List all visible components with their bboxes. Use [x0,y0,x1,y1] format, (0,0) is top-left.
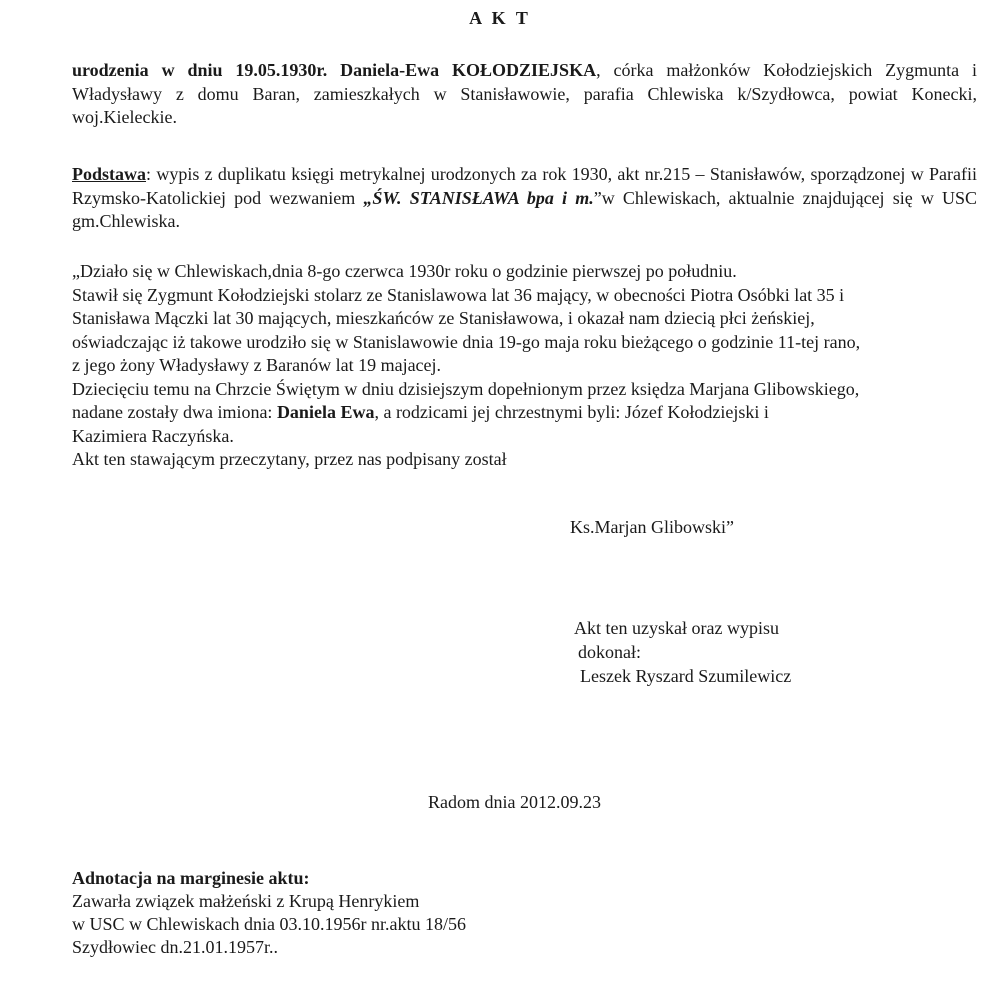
registrar-name: Leszek Ryszard Szumilewicz [580,666,792,686]
annotation-line: Szydłowiec dn.21.01.1957r.. [72,937,278,957]
annotation-line: Zawarła związek małżeński z Krupą Henrykiem [72,891,420,911]
parish-name: „ŚW. STANISŁAWA bpa i m. [363,187,594,208]
basis-label: Podstawa [72,164,147,184]
record-line: „Działo się w Chlewiskach,dnia 8-go czerwca 1930r roku o godzinie pierwszej po południu. [72,261,737,281]
obtained-line-1: Akt ten uzyskał oraz wypisu [574,618,779,638]
names-line [72,401,977,425]
priest-signature: Ks.Marjan Glibowski” [570,517,734,537]
closing-line: Akt ten stawającym przeczytany, przez nas podpisany został [72,449,507,469]
birth-paragraph [72,59,977,130]
obtained-block [574,616,791,688]
place-date: Radom dnia 2012.09.23 [428,792,601,812]
annotation-line: w USC w Chlewiskach dnia 03.10.1956r nr.aktu 18/56 [72,914,466,934]
basis-paragraph [72,163,977,234]
birth-lead: urodzenia w dniu 19.05.1930r. Daniela-Ewa KOŁODZIEJSKA [72,60,597,80]
basis-text-a: : wypis z duplikatu księgi metrykalnej urodzonych za rok 1930, akt nr.215 – Stanisławów, sporządzonej w Parafii Rzymsko-Katolickiej pod wezwaniem [72,164,977,208]
record-line: Stawił się Zygmunt Kołodziejski stolarz ze Stanislawowa lat 36 mający, w obecności Piotra Osóbki lat 35 i [72,284,845,305]
basis-text-b: ”w Chlewiskach, aktualnie znajdującej się w USC gm.Chlewiska. [72,187,977,231]
names-pre: nadane zostały dwa imiona: [72,402,277,422]
record-paragraph [72,260,977,472]
godmother-line: Kazimiera Raczyńska. [72,425,234,446]
birth-details: , córka małżonków Kołodziejskich Zygmunta i Władysławy z domu Baran, zamieszkałych w Stanisławowie, parafia Chlewiska k/Szydłowca, powiat Konecki, woj.Kieleckie. [72,60,977,127]
record-line: oświadczając iż takowe urodziło się w Stanislawowie dnia 19-go maja roku bieżącego o godzinie 11-tej rano, [72,331,861,352]
record-line: Dziecięciu temu na Chrzcie Świętym w dniu dzisiejszym dopełnionym przez księdza Marjana Glibowskiego, [72,378,860,399]
names-post: , a rodzicami jej chrzestnymi byli: Józef Kołodziejski i [374,402,769,422]
record-line: z jego żony Władysławy z Baranów lat 19 majacej. [72,355,442,375]
document-title: A K T [469,8,531,28]
obtained-line-2: dokonał: [578,642,641,662]
annotation-heading: Adnotacja na marginesie aktu: [72,868,310,888]
given-names: Daniela Ewa [276,402,375,422]
record-line: Stanisława Mączki lat 30 mających, mieszkańców ze Stanisławowa, i okazał nam dziecią płci żeńskiej, [72,308,815,328]
annotation-block [72,867,977,959]
